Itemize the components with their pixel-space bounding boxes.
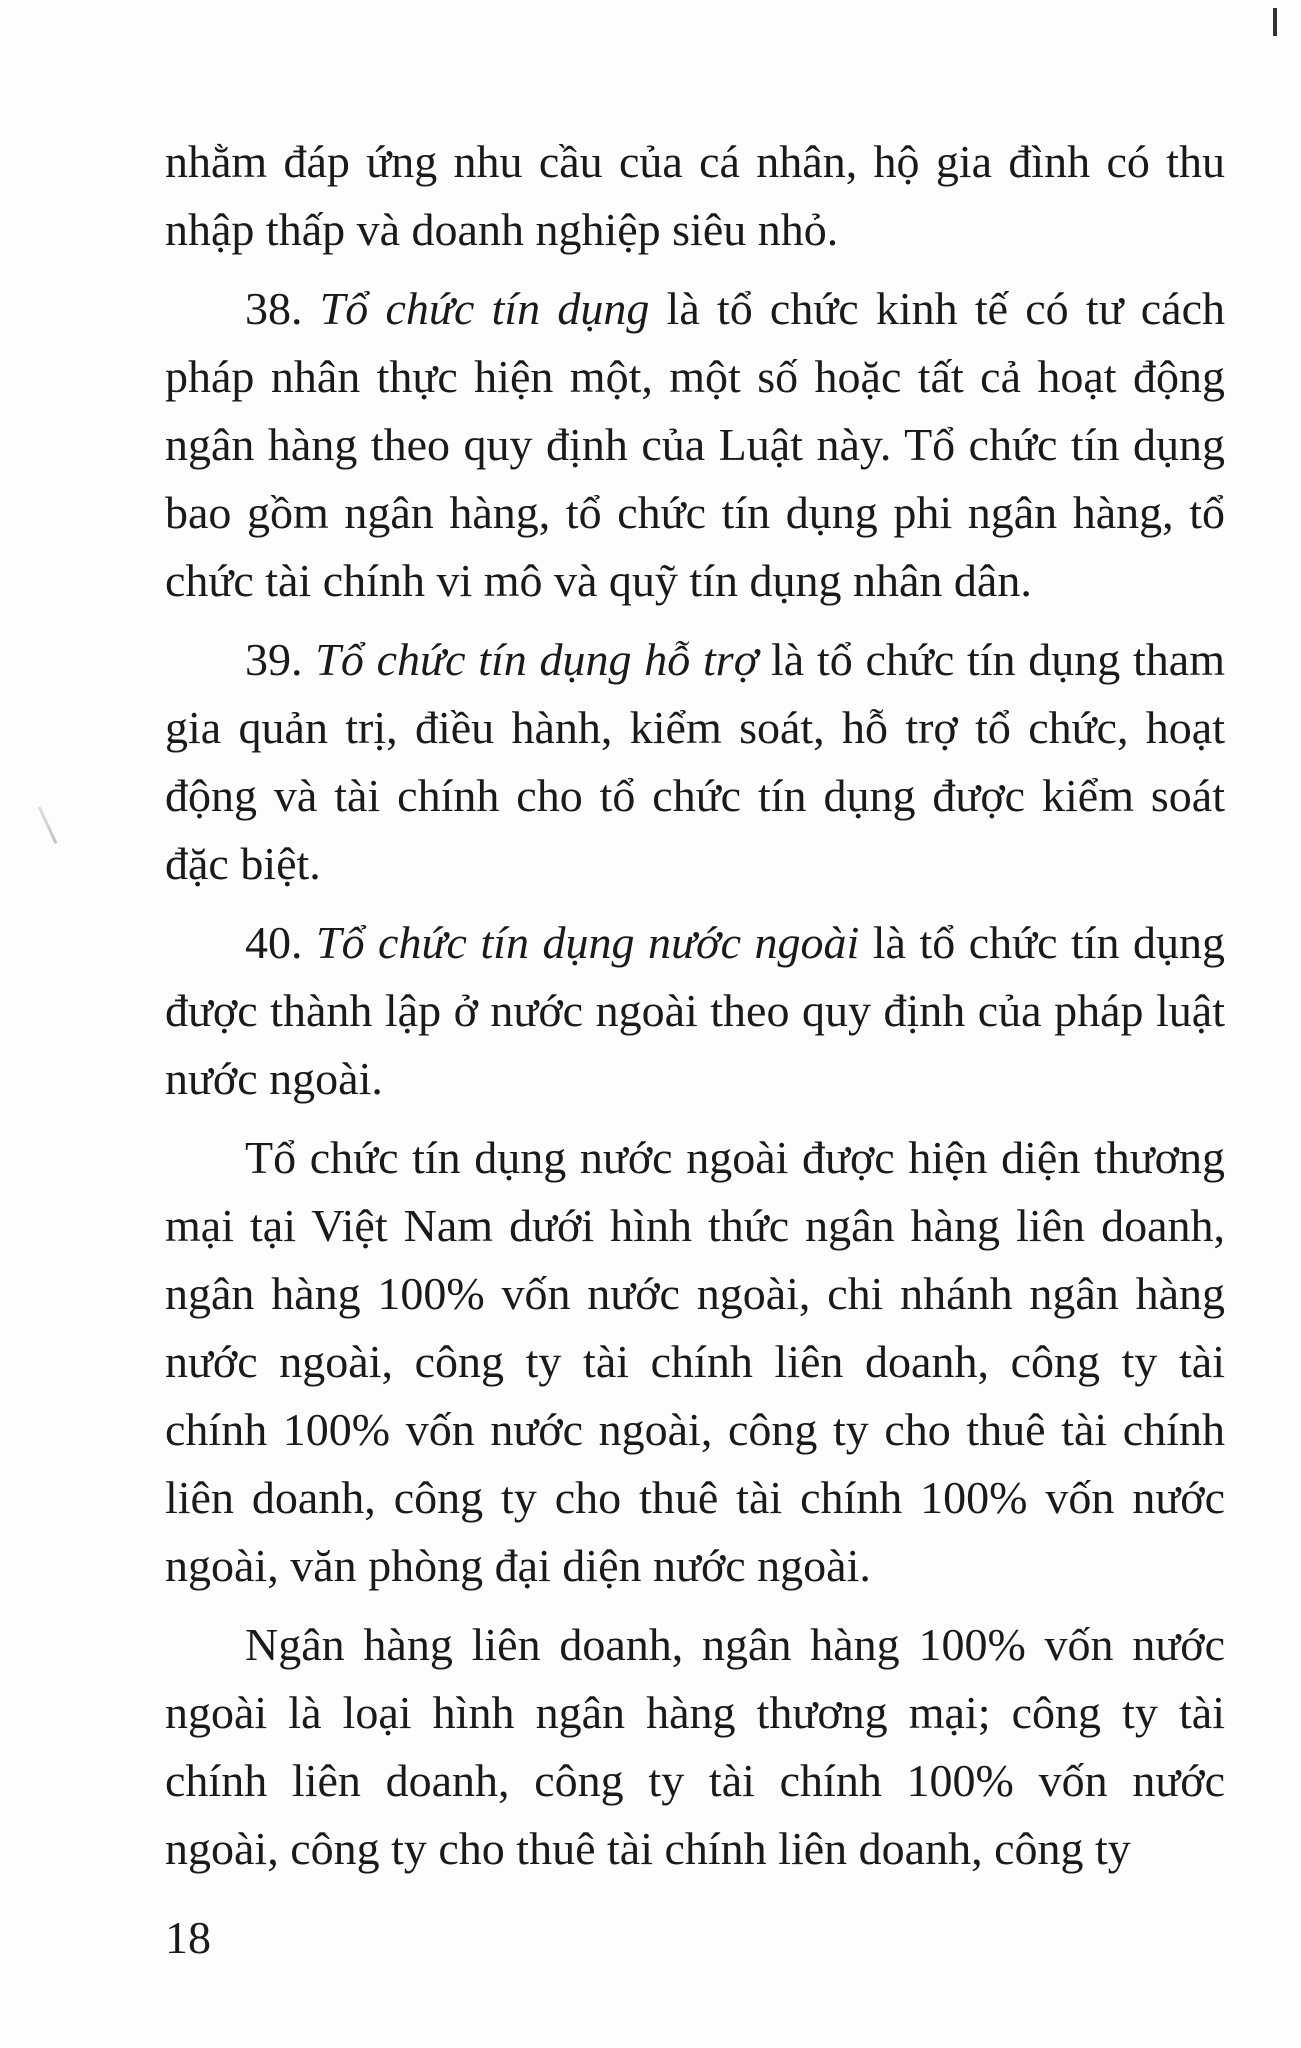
definition-number: 38.: [245, 283, 320, 334]
definition-38: [165, 275, 1225, 615]
definition-39: [165, 626, 1225, 898]
page-edge-mark: [1273, 8, 1277, 36]
scan-artifact: [38, 806, 58, 844]
definition-40: [165, 909, 1225, 1113]
defined-term: Tổ chức tín dụng nước ngoài: [315, 917, 860, 968]
defined-term: Tổ chức tín dụng: [319, 283, 650, 334]
definition-text: là tổ chức tín dụng được thành lập ở nước ngoài theo quy định của pháp luật nước ngoài.: [165, 917, 1226, 1104]
definition-text: là tổ chức kinh tế có tư cách pháp nhân thực hiện một, một số hoặc tất cả hoạt động ngân hàng theo quy định của Luật này. Tổ chức tín dụng bao gồm ngân hàng, tổ chức tín dụng phi ngân hàng, tổ chức tài chính vi mô và quỹ tín dụng nhân dân.: [165, 283, 1226, 606]
paragraph-bank-types: [165, 1611, 1225, 1883]
paragraph-foreign-presence: [165, 1124, 1225, 1600]
definition-number: 40.: [245, 917, 316, 968]
paragraph-text: Tổ chức tín dụng nước ngoài được hiện diện thương mại tại Việt Nam dưới hình thức ngân hàng liên doanh, ngân hàng 100% vốn nước ngoài, chi nhánh ngân hàng nước ngoài, công ty tài chính liên doanh, công ty tài chính 100% vốn nước ngoài, công ty cho thuê tài chính liên doanh, công ty cho thuê tài chính 100% vốn nước ngoài, văn phòng đại diện nước ngoài.: [165, 1132, 1225, 1591]
definition-number: 39.: [245, 634, 316, 685]
body-text: [165, 128, 1225, 1883]
paragraph-continuation: [165, 128, 1225, 264]
paragraph-text: nhằm đáp ứng nhu cầu của cá nhân, hộ gia đình có thu nhập thấp và doanh nghiệp siêu nhỏ.: [165, 136, 1225, 255]
defined-term: Tổ chức tín dụng hỗ trợ: [315, 634, 759, 685]
page-number: 18: [165, 1912, 211, 1963]
definition-text: là tổ chức tín dụng tham gia quản trị, điều hành, kiểm soát, hỗ trợ tổ chức, hoạt động và tài chính cho tổ chức tín dụng được kiểm soát đặc biệt.: [165, 634, 1225, 889]
paragraph-text: Ngân hàng liên doanh, ngân hàng 100% vốn nước ngoài là loại hình ngân hàng thương mại; công ty tài chính liên doanh, công ty tài chính 100% vốn nước ngoài, công ty cho thuê tài chính liên doanh, công ty: [165, 1619, 1225, 1874]
